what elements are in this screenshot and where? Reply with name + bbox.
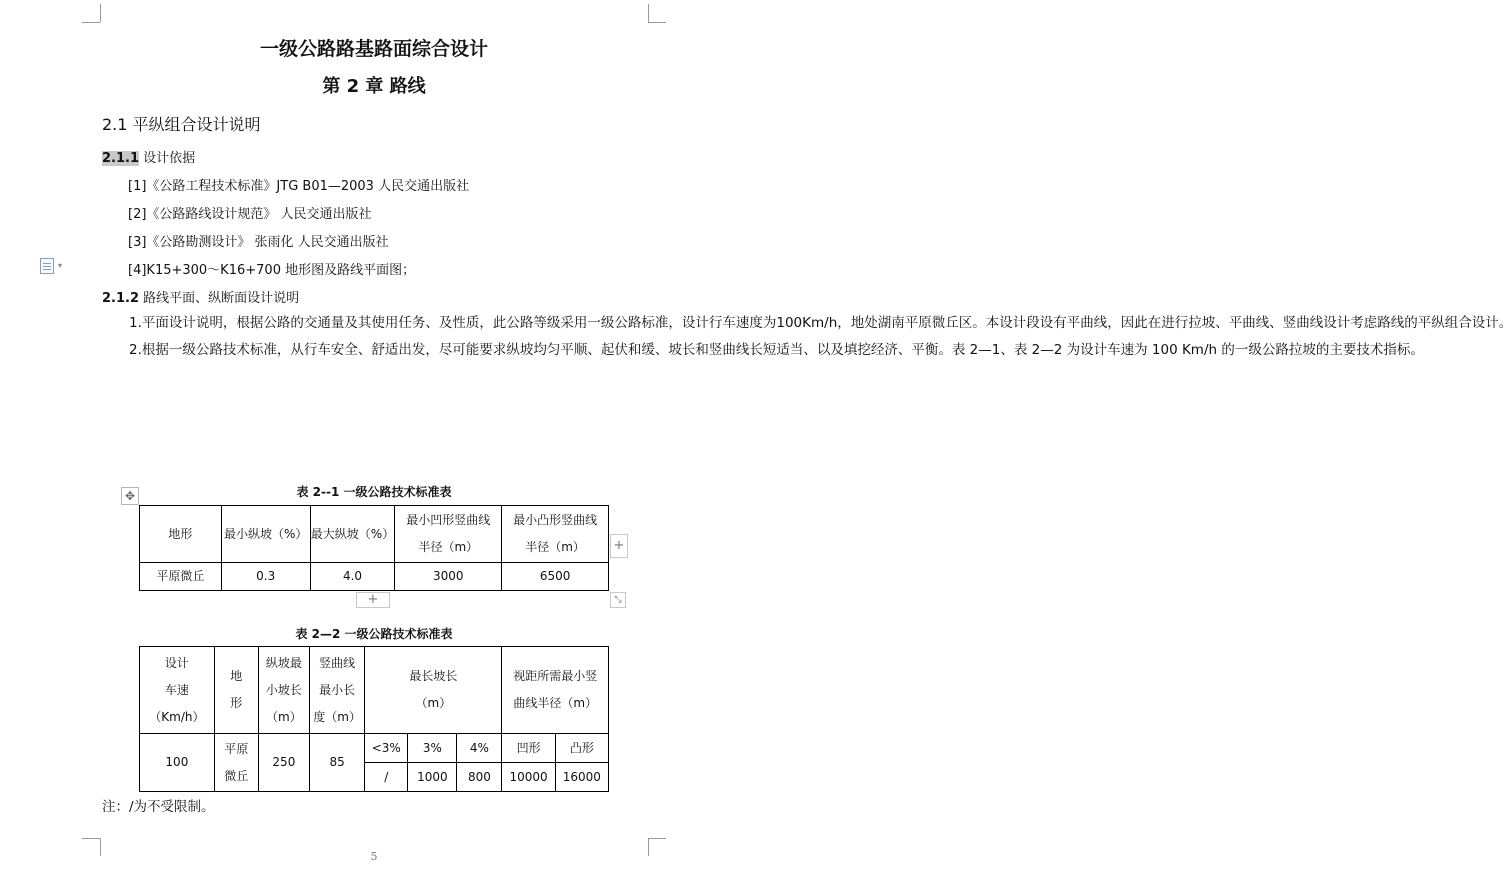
table-cell: 6500 bbox=[502, 563, 609, 591]
table-row bbox=[140, 734, 609, 763]
crop-mark-top-left bbox=[100, 4, 101, 22]
section-heading-2-1: 2.1 平纵组合设计说明 bbox=[102, 115, 261, 134]
table-cell: 800 bbox=[457, 763, 502, 792]
table-cell: 凹形 bbox=[502, 734, 555, 763]
table-cell: 凸形 bbox=[555, 734, 608, 763]
header-cell: 最小凸形竖曲线 半径（m） bbox=[502, 506, 609, 563]
document-title: 一级公路路基路面综合设计 bbox=[259, 38, 488, 60]
table-cell: 4.0 bbox=[310, 563, 395, 591]
table-caption: 表 2--1 一级公路技术标准表 bbox=[296, 485, 452, 499]
move-icon[interactable]: ✥ bbox=[121, 487, 139, 505]
reference-item: [1]《公路工程技术标准》JTG B01—2003 人民交通出版社 bbox=[128, 179, 470, 194]
table-cell: / bbox=[365, 763, 408, 792]
reference-item: [4]K15+300～K16+700 地形图及路线平面图； bbox=[128, 263, 416, 278]
document-icon[interactable] bbox=[40, 258, 54, 274]
section-number-selected: 1 bbox=[129, 151, 140, 166]
page-number: 5 bbox=[370, 850, 378, 863]
table-note: 注：/为不受限制。 bbox=[102, 799, 215, 815]
table-cell: 250 bbox=[258, 734, 309, 792]
table-cell: 3% bbox=[408, 734, 457, 763]
resize-icon[interactable]: ⤡ bbox=[610, 592, 626, 608]
chapter-title: 第 2 章 路线 bbox=[322, 76, 426, 97]
section-title: 路线平面、纵断面设计说明 bbox=[143, 291, 300, 306]
add-row-button[interactable]: + bbox=[356, 592, 390, 608]
crop-mark-top-left bbox=[82, 22, 100, 23]
table-cell: 0.3 bbox=[221, 563, 310, 591]
table-cell: 4% bbox=[457, 734, 502, 763]
crop-mark-top-right bbox=[648, 4, 649, 22]
table-header-row bbox=[140, 506, 609, 563]
header-cell: 最小纵坡（%） bbox=[221, 506, 310, 563]
header-cell: 最长坡长 （m） bbox=[365, 647, 502, 734]
standards-table-1 bbox=[139, 505, 609, 591]
reference-item: [2]《公路路线设计规范》 人民交通出版社 bbox=[128, 207, 372, 222]
header-cell: 地形 bbox=[140, 506, 222, 563]
header-cell: 设计 车速 （Km/h） bbox=[140, 647, 215, 734]
header-cell: 竖曲线 最小长 度（m） bbox=[309, 647, 364, 734]
section-heading-2-1-1 bbox=[102, 147, 195, 166]
header-cell: 纵坡最 小坡长 （m） bbox=[258, 647, 309, 734]
dropdown-arrow-icon[interactable]: ▾ bbox=[58, 261, 63, 270]
paragraph: 1.平面设计说明，根据公路的交通量及其使用任务、及性质，此公路等级采用一级公路标准，设计行车速度为100Km/h，地处湖南平原微丘区。本设计段设有平曲线，因此在进行拉坡、平曲线、竖曲线设计考虑路线的平纵组合设计。 bbox=[129, 315, 1512, 331]
header-cell: 最大纵坡（%） bbox=[310, 506, 395, 563]
table-cell: 85 bbox=[309, 734, 364, 792]
crop-mark-bottom-left bbox=[82, 838, 100, 839]
paragraph: 2.根据一级公路技术标准，从行车安全、舒适出发，尽可能要求纵坡均匀平顺、起伏和缓、坡长和竖曲线长短适当、以及填挖经济、平衡。表 2—1、表 2—2 为设计车速为 100 Km/h 的一级公路拉坡的主要技术指标。 bbox=[129, 342, 1424, 358]
header-cell: 地 形 bbox=[214, 647, 258, 734]
standards-table-2 bbox=[139, 646, 609, 792]
table-caption: 表 2—2 一级公路技术标准表 bbox=[295, 627, 453, 641]
body-paragraphs bbox=[102, 310, 1512, 364]
add-column-button[interactable]: + bbox=[610, 534, 628, 558]
table-cell: <3% bbox=[365, 734, 408, 763]
section-number: 2.1.2 bbox=[102, 291, 140, 306]
section-heading-2-1-2 bbox=[102, 287, 299, 306]
table-cell: 平原 微丘 bbox=[214, 734, 258, 792]
table-row bbox=[140, 563, 609, 591]
section-number: 2.1. bbox=[102, 151, 130, 166]
table-cell: 1000 bbox=[408, 763, 457, 792]
table-cell: 100 bbox=[140, 734, 215, 792]
table-cell: 10000 bbox=[502, 763, 555, 792]
table-cell: 平原微丘 bbox=[140, 563, 222, 591]
section-title: 设计依据 bbox=[143, 151, 196, 166]
table-cell: 16000 bbox=[555, 763, 608, 792]
table-cell: 3000 bbox=[395, 563, 502, 591]
table-header-row bbox=[140, 647, 609, 734]
header-cell: 视距所需最小竖 曲线半径（m） bbox=[502, 647, 609, 734]
reference-item: [3]《公路勘测设计》 张雨化 人民交通出版社 bbox=[128, 235, 389, 250]
header-cell: 最小凹形竖曲线 半径（m） bbox=[395, 506, 502, 563]
crop-mark-top-right bbox=[648, 22, 666, 23]
crop-mark-bottom-right bbox=[648, 838, 666, 839]
